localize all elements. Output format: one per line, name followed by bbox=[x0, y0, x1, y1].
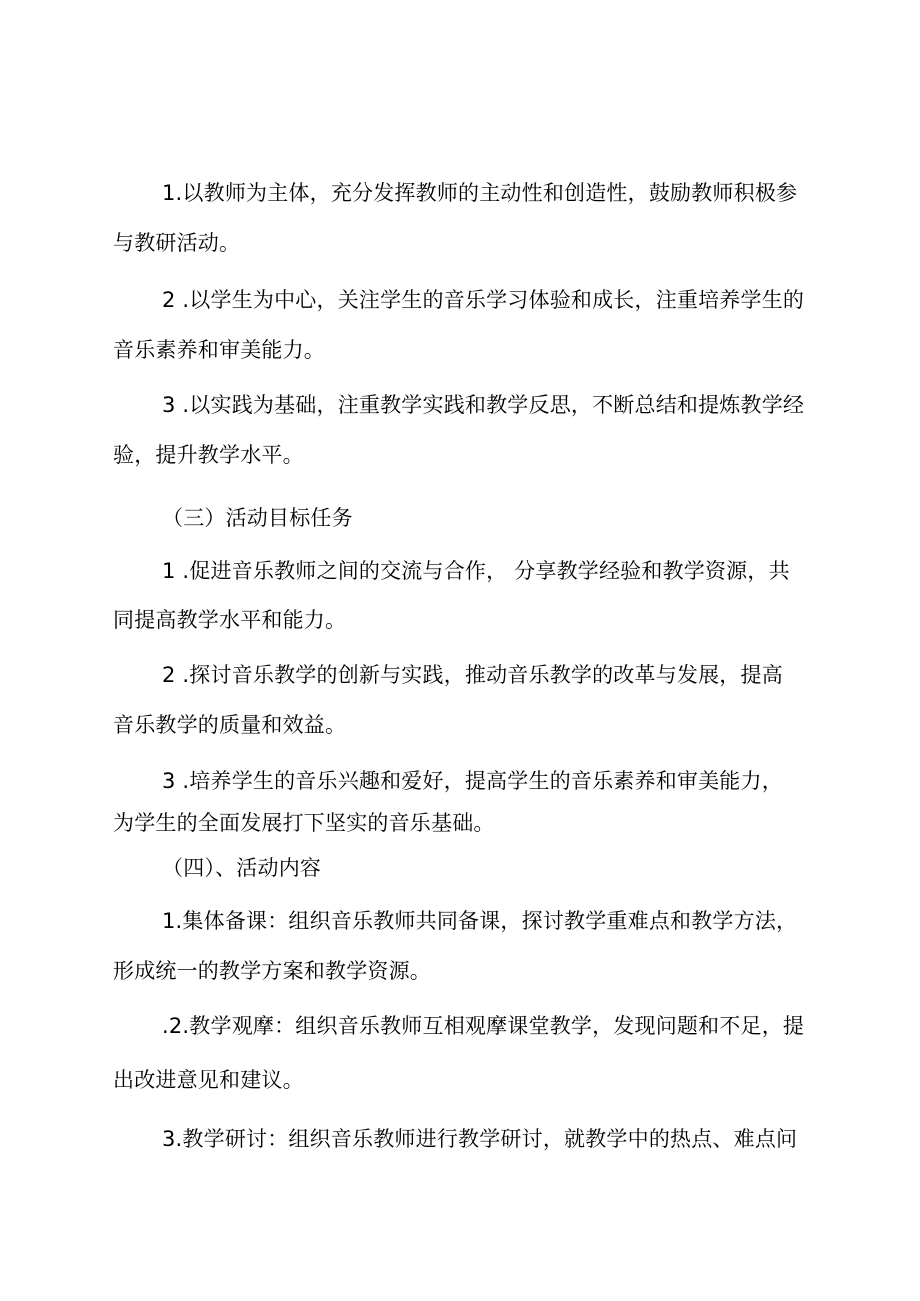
paragraph-2-line-2: 音乐素养和审美能力。 bbox=[113, 338, 325, 362]
paragraph-10-line-2: 出改进意见和建议。 bbox=[113, 1068, 304, 1092]
paragraph-1-line-1: 1.以教师为主体，充分发挥教师的主动性和创造性，鼓励教师积极参 bbox=[162, 181, 798, 205]
paragraph-7-line-1: 3 .培养学生的音乐兴趣和爱好，提高学生的音乐素养和审美能力， bbox=[162, 769, 783, 793]
paragraph-1-line-2: 与教研活动。 bbox=[113, 231, 241, 255]
section-heading-4: （四）、活动内容 bbox=[162, 856, 322, 880]
paragraph-9-line-2: 形成统一的教学方案和教学资源。 bbox=[113, 959, 431, 983]
paragraph-6-line-1: 2 .探讨音乐教学的创新与实践，推动音乐教学的改革与发展，提高 bbox=[162, 663, 783, 687]
paragraph-3-line-1: 3 .以实践为基础，注重教学实践和教学反思，不断总结和提炼教学经 bbox=[162, 393, 805, 417]
paragraph-7-line-2: 为学生的全面发展打下坚实的音乐基础。 bbox=[113, 811, 495, 835]
paragraph-3-line-2: 验，提升教学水平。 bbox=[113, 443, 304, 467]
paragraph-9-line-1: 1.集体备课：组织音乐教师共同备课，探讨教学重难点和教学方法， bbox=[162, 909, 798, 933]
paragraph-6-line-2: 音乐教学的质量和效益。 bbox=[113, 713, 347, 737]
paragraph-5-line-1: 1 .促进音乐教师之间的交流与合作， 分享教学经验和教学资源，共 bbox=[162, 559, 790, 583]
paragraph-11-line-1: 3.教学研讨：组织音乐教师进行教学研讨，就教学中的热点、难点问 bbox=[162, 1127, 798, 1151]
paragraph-10-line-1: .2.教学观摩：组织音乐教师互相观摩课堂教学，发现问题和不足，提 bbox=[162, 1014, 805, 1038]
paragraph-5-line-2: 同提高教学水平和能力。 bbox=[113, 608, 347, 632]
paragraph-2-line-1: 2 .以学生为中心，关注学生的音乐学习体验和成长，注重培养学生的 bbox=[162, 288, 805, 312]
section-heading-3: （三）活动目标任务 bbox=[162, 506, 353, 530]
